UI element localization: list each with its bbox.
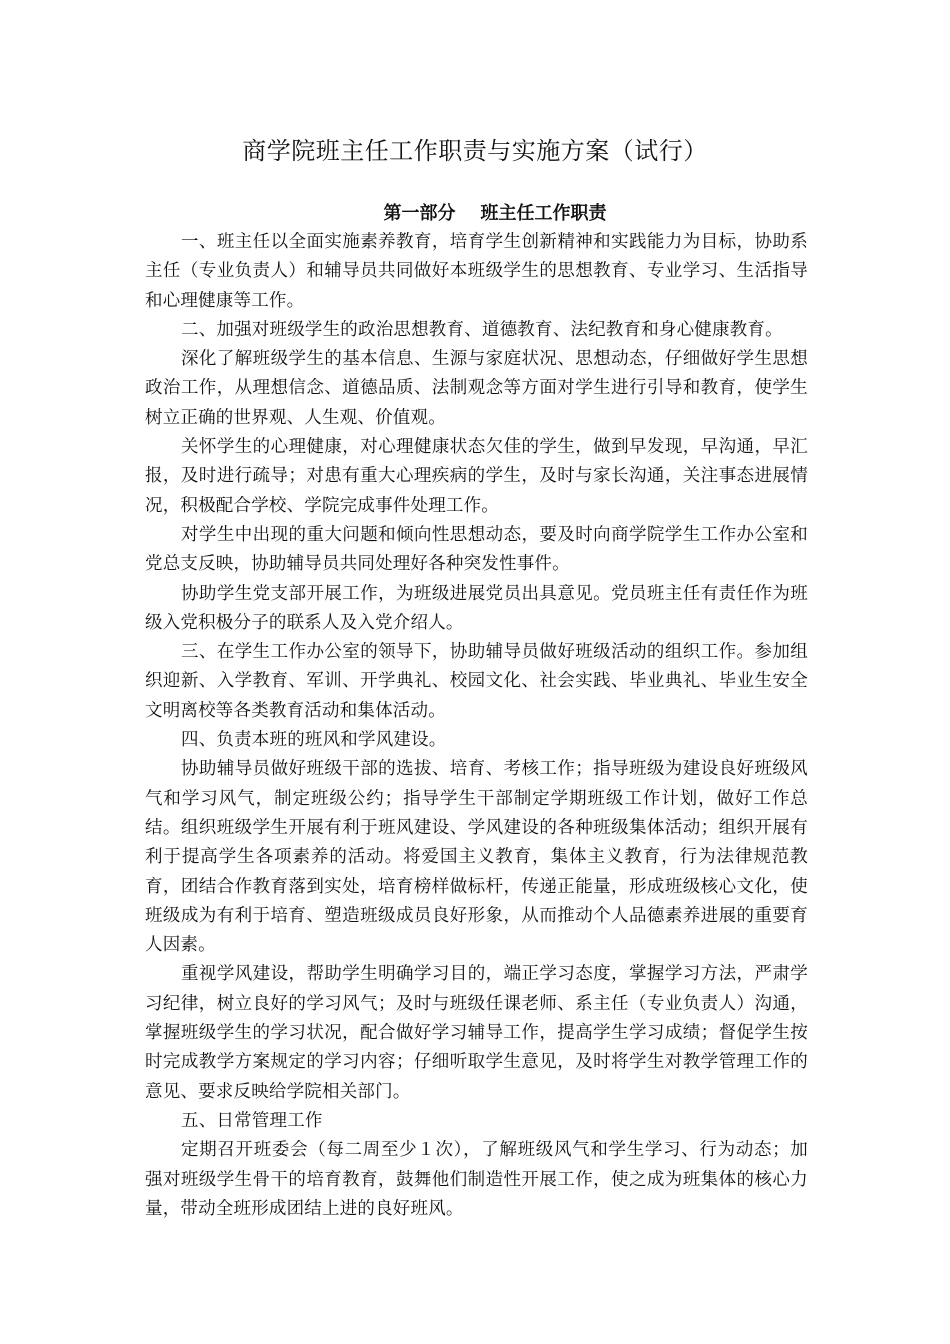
paragraph-1: 一、班主任以全面实施素养教育，培育学生创新精神和实践能力为目标，协助系主任（专业负责人）和辅导员共同做好本班级学生的思想教育、专业学习、生活指导和心理健康等工作。: [145, 232, 808, 311]
paragraph-8: 四、负责本班的班风和学风建设。: [181, 730, 447, 751]
section-heading: 第一部分 班主任工作职责: [383, 203, 607, 224]
paragraph-4: 关怀学生的心理健康，对心理健康状态欠佳的学生，做到早发现，早沟通，早汇报，及时进行疏导；对患有重大心理疾病的学生，及时与家长沟通，关注事态进展情况，积极配合学校、学院完成事件处理工作。: [145, 437, 808, 516]
paragraph-11: 五、日常管理工作: [181, 1110, 323, 1131]
paragraph-9: 协助辅导员做好班级干部的选拔、培育、考核工作；指导班级为建设良好班级风气和学习风气，制定班级公约；指导学生干部制定学期班级工作计划，做好工作总结。组织班级学生开展有利于班风建设、学风建设的各种班级集体活动；组织开展有利于提高学生各项素养的活动。将爱国主义教育，集体主义教育，行为法律规范教育，团结合作教育落到实处，培育榜样做标杆，传递正能量，形成班级核心文化，使班级成为有利于培育、塑造班级成员良好形象，从而推动个人品德素养进展的重要育人因素。: [145, 759, 808, 956]
paragraph-12: 定期召开班委会（每二周至少１次），了解班级风气和学生学习、行为动态；加强对班级学生骨干的培育教育，鼓舞他们制造性开展工作，使之成为班集体的核心力量，带动全班形成团结上进的良好班风。: [145, 1140, 808, 1219]
document-body: [145, 228, 808, 1224]
paragraph-10: 重视学风建设，帮助学生明确学习目的，端正学习态度，掌握学习方法，严肃学习纪律，树立良好的学习风气；及时与班级任课老师、系主任（专业负责人）沟通，掌握班级学生的学习状况，配合做好学习辅导工作，提高学生学习成绩；督促学生按时完成教学方案规定的学习内容；仔细听取学生意见，及时将学生对教学管理工作的意见、要求反映给学院相关部门。: [145, 964, 808, 1102]
paragraph-2: 二、加强对班级学生的政治思想教育、道德教育、法纪教育和身心健康教育。: [181, 319, 783, 340]
paragraph-6: 协助学生党支部开展工作，为班级进展党员出具意见。党员班主任有责任作为班级入党积极分子的联系人及入党介绍人。: [145, 583, 808, 633]
paragraph-3: 深化了解班级学生的基本信息、生源与家庭状况、思想动态，仔细做好学生思想政治工作，从理想信念、道德品质、法制观念等方面对学生进行引导和教育，使学生树立正确的世界观、人生观、价值观。: [145, 349, 808, 428]
document-title: 商学院班主任工作职责与实施方案（试行）: [242, 137, 708, 165]
paragraph-7: 三、在学生工作办公室的领导下，协助辅导员做好班级活动的组织工作。参加组织迎新、入学教育、军训、开学典礼、校园文化、社会实践、毕业典礼、毕业生安全文明离校等各类教育活动和集体活动。: [145, 642, 808, 721]
paragraph-5: 对学生中出现的重大问题和倾向性思想动态，要及时向商学院学生工作办公室和党总支反映，协助辅导员共同处理好各种突发性事件。: [145, 524, 808, 575]
